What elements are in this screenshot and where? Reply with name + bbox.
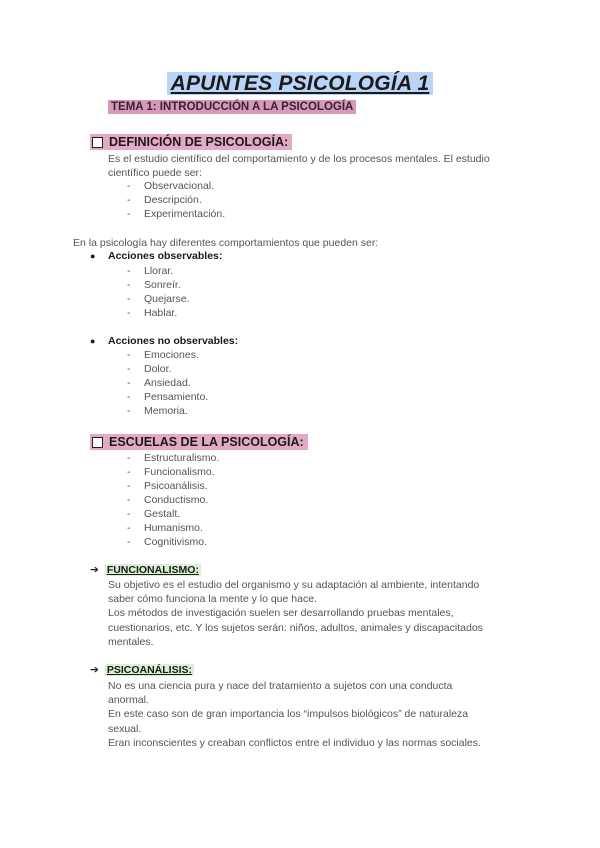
paragraph-line: Su objetivo es el estudio del organismo y su adaptación al ambiente, intentando bbox=[108, 579, 480, 591]
bullet-icon: ● bbox=[90, 336, 96, 346]
section-escuelas-heading bbox=[90, 434, 308, 450]
paragraph-line: mentales. bbox=[108, 635, 154, 648]
document-page: APUNTES PSICOLOGÍA 1 TEMA 1: INTRODUCCIÓN A LA PSICOLOGÍA DEFINICIÓN DE PSICOLOGÍA: Es el estudio científico del comportamiento y de los procesos mentales. El estudio científico puede ser: - Observacional. - Descripción. - Experimentación. En la psicología hay diferentes comportamientos que pueden ser: ● Acciones observables: - Llorar. - Sonreír. - Quejarse. - Hablar. ● Acciones no observables: - Emociones. - Dolor. - Ansiedad. - Pensamiento. - Memoria. ESCUELAS DE LA PSICOLOGÍA: - Estructuralismo. - Funcionalismo. - Psicoanálisis. - Conductismo. - Gestalt. - Humanismo. - Cognitivismo. ➔ FUNCIONALISMO: Su objetivo es el estudio del organismo y su adaptación al ambiente, intentando saber cómo funciona la mente y lo que hace. Los métodos de investigación suelen ser desarrollando pruebas mentales, cuestionarios, etc. Y los sujetos serán: niños, adultos, animales y discapacitados mentales. ➔ PSICOANÁLISIS: No es una ciencia pura y nace del tratamiento a sujetos con una conducta anormal. En este caso son de gran importancia los “impulsos biológicos” de naturaleza sexual. Eran inconscientes y creaban conflictos entre el individuo y las normas sociales. bbox=[0, 0, 600, 848]
paragraph-line: sexual. bbox=[108, 722, 142, 735]
section-definicion-heading bbox=[90, 134, 292, 150]
observables-heading: Acciones observables: bbox=[108, 250, 223, 262]
checkbox-icon bbox=[92, 437, 103, 448]
paragraph-line: Eran inconscientes y creaban conflictos entre el individuo y las normas sociales. bbox=[108, 736, 481, 749]
paragraph-line: cuestionarios, etc. Y los sujetos serán: niños, adultos, animales y discapacitados bbox=[108, 621, 483, 634]
definition-line: Es el estudio científico del comportamiento y de los procesos mentales. El estudio bbox=[108, 153, 490, 165]
paragraph-line: anormal. bbox=[108, 694, 149, 707]
document-title-wrap bbox=[0, 72, 600, 96]
checkbox-icon bbox=[92, 137, 103, 148]
section-escuelas-label: ESCUELAS DE LA PSICOLOGÍA: bbox=[109, 435, 304, 449]
definition-line: científico puede ser: bbox=[108, 167, 202, 180]
document-title: APUNTES PSICOLOGÍA 1 bbox=[167, 72, 434, 95]
paragraph-line: No es una ciencia pura y nace del tratamiento a sujetos con una conducta bbox=[108, 680, 453, 692]
paragraph-line: En este caso son de gran importancia los “impulsos biológicos” de naturaleza bbox=[108, 708, 469, 721]
arrow-right-icon: ➔ bbox=[90, 564, 99, 576]
psicoanalisis-label: PSICOANÁLISIS: bbox=[106, 664, 192, 676]
intro-paragraph: En la psicología hay diferentes comportamientos que pueden ser: bbox=[73, 237, 379, 249]
funcionalismo-heading bbox=[90, 564, 201, 576]
section-definicion-label: DEFINICIÓN DE PSICOLOGÍA: bbox=[109, 135, 289, 149]
funcionalismo-paragraph bbox=[108, 578, 483, 649]
paragraph-line: saber cómo funciona la mente y lo que hace. bbox=[108, 593, 317, 606]
funcionalismo-label: FUNCIONALISMO: bbox=[106, 564, 199, 576]
psicoanalisis-paragraph bbox=[108, 679, 481, 750]
arrow-right-icon: ➔ bbox=[90, 664, 99, 676]
psicoanalisis-heading bbox=[90, 664, 194, 676]
bullet-icon: ● bbox=[90, 251, 96, 261]
topic-subtitle: TEMA 1: INTRODUCCIÓN A LA PSICOLOGÍA bbox=[108, 100, 356, 114]
definition-paragraph bbox=[108, 152, 490, 180]
paragraph-line: Los métodos de investigación suelen ser desarrollando pruebas mentales, bbox=[108, 607, 454, 620]
no-observables-heading: Acciones no observables: bbox=[108, 335, 239, 347]
